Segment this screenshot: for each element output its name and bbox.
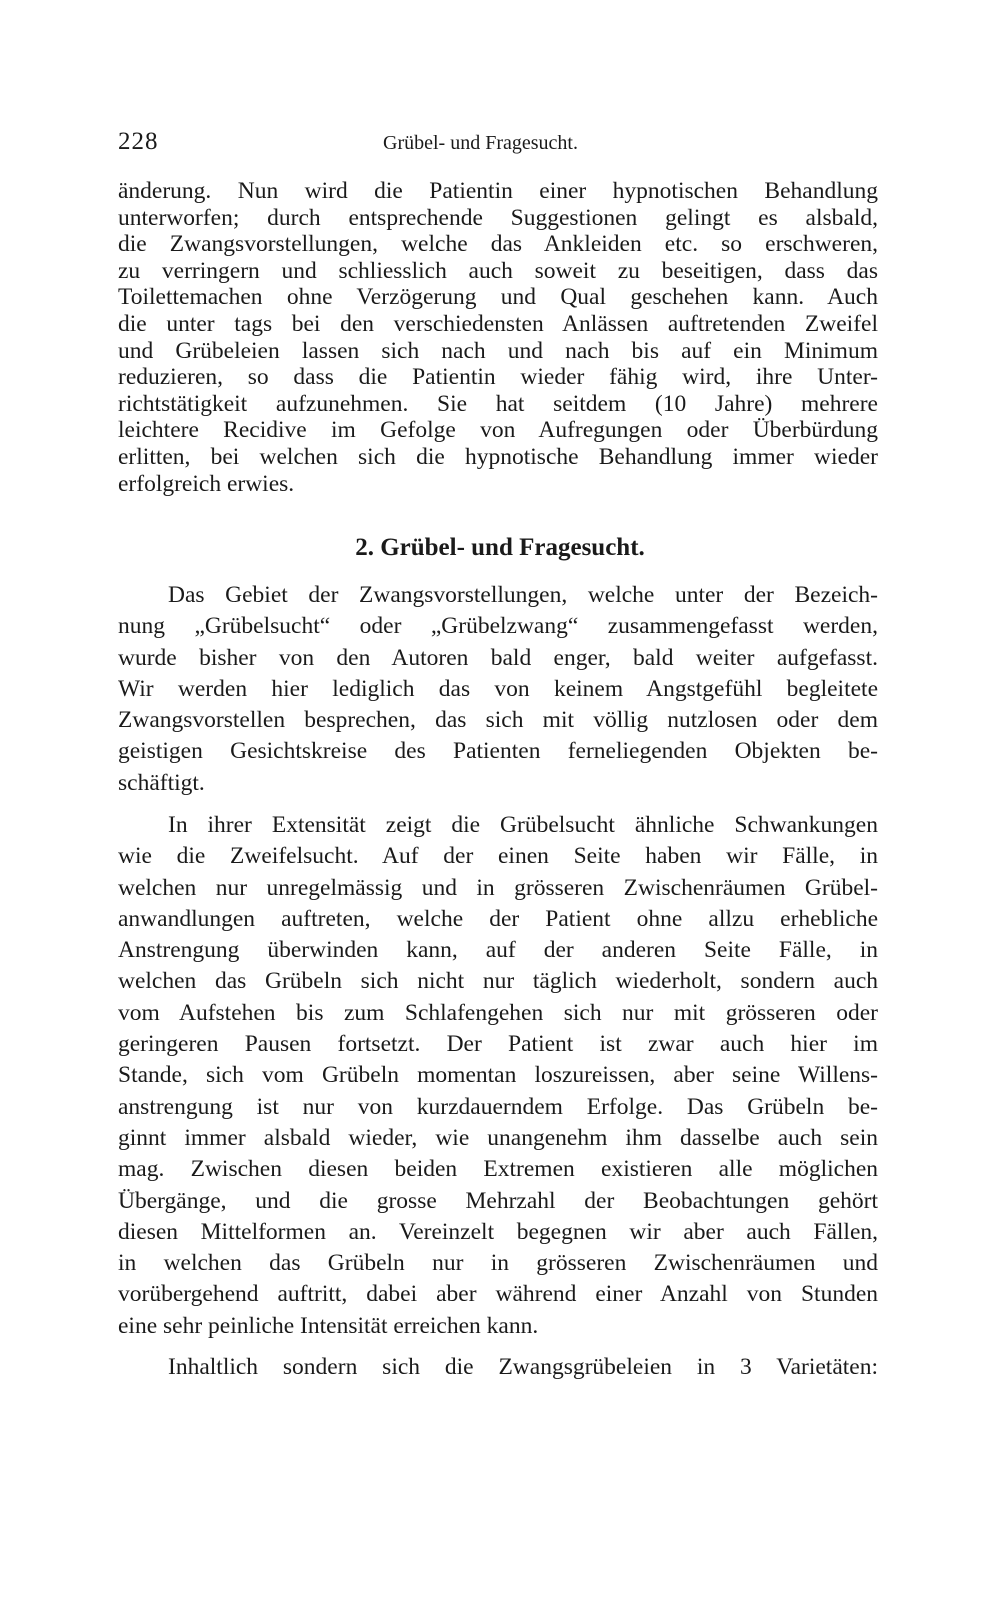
page-number: 228 <box>118 128 159 155</box>
text-line: und Grübeleien lassen sich nach und nach bis auf ein Minimum <box>118 337 878 364</box>
text-line: welchen nur unregelmässig und in grösseren Zwischenräumen Grübel- <box>118 874 878 901</box>
paragraph-extensitaet <box>118 810 878 1342</box>
text-line: reduzieren, so dass die Patientin wieder fähig wird, ihre Unter- <box>118 364 878 391</box>
text-line: vorübergehend auftritt, dabei aber während einer Anzahl von Stunden <box>118 1281 878 1308</box>
text-line: erlitten, bei welchen sich die hypnotische Behandlung immer wieder <box>118 443 878 470</box>
text-line: Zwangsvorstellen besprechen, das sich mit völlig nutzlosen oder dem <box>118 707 878 734</box>
text-line: geistigen Gesichtskreise des Patienten ferneliegenden Objekten be- <box>118 738 878 765</box>
text-line: Wir werden hier lediglich das von keinem Angstgefühl begleitete <box>118 675 878 702</box>
text-line: wie die Zweifelsucht. Auf der einen Seite haben wir Fälle, in <box>118 843 878 870</box>
section-heading: 2. Grübel- und Fragesucht. <box>355 534 645 561</box>
text-line: zu verringern und schliesslich auch soweit zu beseitigen, dass das <box>118 257 878 284</box>
text-line: erfolgreich erwies. <box>118 470 295 497</box>
text-line: In ihrer Extensität zeigt die Grübelsucht ähnliche Schwankungen <box>168 812 878 838</box>
text-line: die Zwangsvorstellungen, welche das Ankleiden etc. so erschweren, <box>118 231 878 258</box>
text-line: Inhaltlich sondern sich die Zwangsgrübeleien in 3 Varietäten: <box>168 1354 878 1380</box>
text-line: unterworfen; durch entsprechende Suggestionen gelingt es alsbald, <box>118 204 878 231</box>
paragraph-grubelsucht-definition <box>118 580 878 799</box>
text-line: anstrengung ist nur von kurzdauerndem Erfolge. Das Grübeln be- <box>118 1093 878 1120</box>
text-line: Toilettemachen ohne Verzögerung und Qual geschehen kann. Auch <box>118 284 878 311</box>
text-line: geringeren Pausen fortsetzt. Der Patient ist zwar auch hier im <box>118 1031 878 1058</box>
text-line: Das Gebiet der Zwangsvorstellungen, welche unter der Bezeich- <box>168 582 878 608</box>
text-line: änderung. Nun wird die Patientin einer hypnotischen Behandlung <box>118 178 878 204</box>
text-line: die unter tags bei den verschiedensten Anlässen auftretenden Zweifel <box>118 310 878 337</box>
text-line: Anstrengung überwinden kann, auf der anderen Seite Fälle, in <box>118 937 878 964</box>
text-line: vom Aufstehen bis zum Schlafengehen sich nur mit grösseren oder <box>118 999 878 1026</box>
text-line: anwandlungen auftreten, welche der Patient ohne allzu erhebliche <box>118 905 878 932</box>
text-line: schäftigt. <box>118 769 205 796</box>
running-title: Grübel- und Fragesucht. <box>383 132 578 154</box>
text-line: Übergänge, und die grosse Mehrzahl der Beobachtungen gehört <box>118 1187 878 1214</box>
text-line: nung „Grübelsucht“ oder „Grübelzwang“ zusammengefasst werden, <box>118 613 878 640</box>
text-line: wurde bisher von den Autoren bald enger, bald weiter aufgefasst. <box>118 644 878 671</box>
continuation-paragraph <box>118 178 878 497</box>
paragraph-varietaeten <box>118 1352 878 1383</box>
text-line: diesen Mittelformen an. Vereinzelt begegnen wir aber auch Fällen, <box>118 1218 878 1245</box>
text-line: ginnt immer alsbald wieder, wie unangenehm ihm dasselbe auch sein <box>118 1124 878 1151</box>
text-line: welchen das Grübeln sich nicht nur täglich wiederholt, sondern auch <box>118 968 878 995</box>
running-head <box>118 128 878 162</box>
text-line: mag. Zwischen diesen beiden Extremen existieren alle möglichen <box>118 1156 878 1183</box>
text-line: richtstätigkeit aufzunehmen. Sie hat seitdem (10 Jahre) mehrere <box>118 390 878 417</box>
text-line: eine sehr peinliche Intensität erreichen kann. <box>118 1312 539 1339</box>
text-line: in welchen das Grübeln nur in grösseren Zwischenräumen und <box>118 1250 878 1277</box>
text-line: leichtere Recidive im Gefolge von Aufregungen oder Überbürdung <box>118 417 878 444</box>
text-line: Stande, sich vom Grübeln momentan loszureissen, aber seine Willens- <box>118 1062 878 1089</box>
